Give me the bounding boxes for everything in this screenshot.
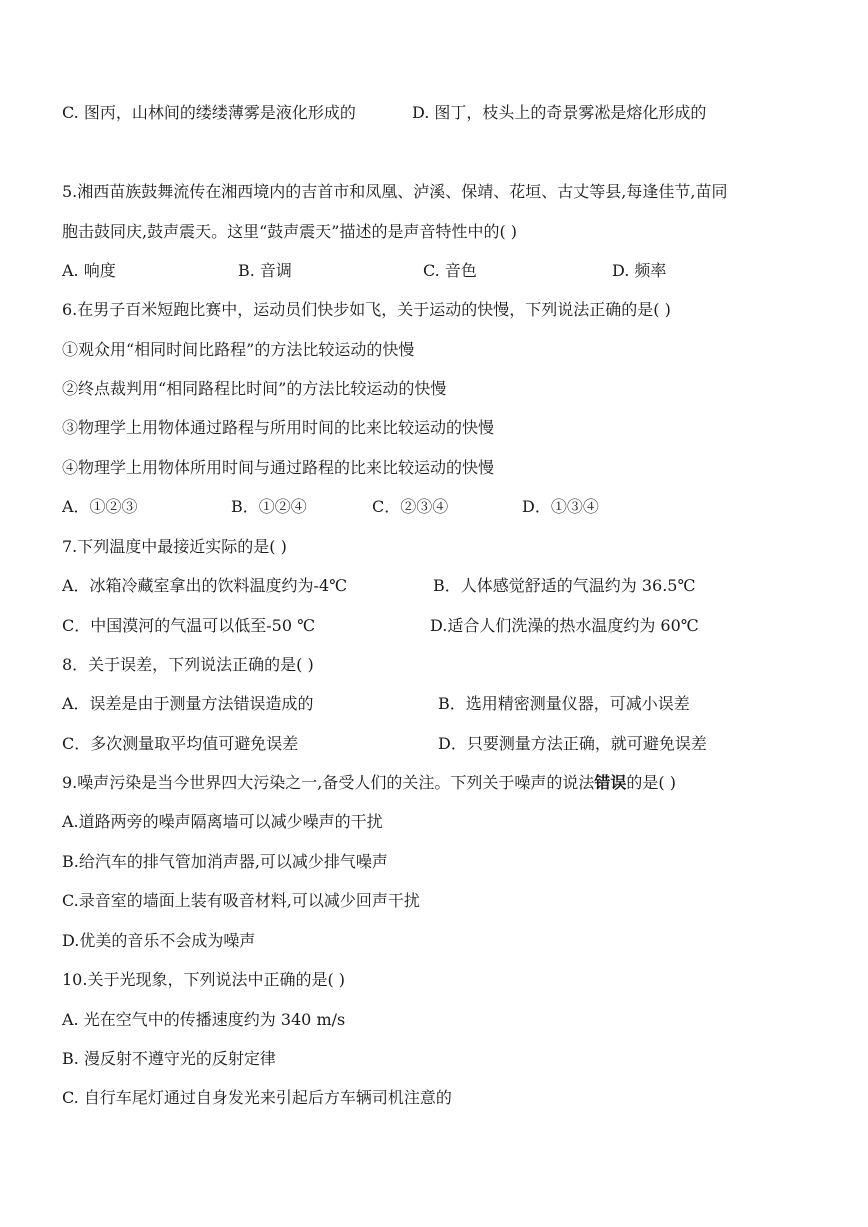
q8-option-a: A．误差是由于测量方法错误造成的 (62, 694, 314, 713)
q9-stem-after: 的是( ) (626, 773, 676, 792)
q6-statement-2: ②终点裁判用“相同路程比时间”的方法比较运动的快慢 (62, 379, 447, 398)
q5-option-c: C. 音色 (423, 261, 477, 280)
q5-option-d: D. 频率 (612, 261, 667, 280)
q5-option-a: A. 响度 (62, 261, 116, 280)
q6-statement-3: ③物理学上用物体通过路程与所用时间的比来比较运动的快慢 (62, 418, 495, 437)
q7-option-b: B．人体感觉舒适的气温约为 36.5℃ (433, 576, 696, 595)
q9-option-b: B.给汽车的排气管加消声器,可以减少排气噪声 (62, 852, 388, 871)
q9-stem (62, 773, 676, 793)
q6-statement-1: ①观众用“相同时间比路程”的方法比较运动的快慢 (62, 340, 415, 359)
q9-stem-before: 9.噪声污染是当今世界四大污染之一,备受人们的关注。下列关于噪声的说法 (62, 773, 595, 792)
q5-stem-line2: 胞击鼓同庆,鼓声震天。这里“鼓声震天”描述的是声音特性中的( ) (62, 222, 518, 241)
q5-option-b: B. 音调 (238, 261, 292, 280)
q6-stem: 6.在男子百米短跑比赛中，运动员们快步如飞，关于运动的快慢，下列说法正确的是( ) (62, 300, 671, 319)
q9-option-a: A.道路两旁的噪声隔离墙可以减少噪声的干扰 (62, 812, 383, 831)
q7-stem: 7.下列温度中最接近实际的是( ) (62, 537, 287, 556)
q6-statement-4: ④物理学上用物体所用时间与通过路程的比来比较运动的快慢 (62, 458, 495, 477)
q10-option-a: A. 光在空气中的传播速度约为 340 m/s (62, 1010, 346, 1029)
q10-option-b: B. 漫反射不遵守光的反射定律 (62, 1049, 276, 1068)
q4-option-c: C. 图丙，山林间的缕缕薄雾是液化形成的 (62, 103, 356, 122)
q6-option-c: C．②③④ (372, 497, 449, 516)
q10-option-c: C. 自行车尾灯通过自身发光来引起后方车辆司机注意的 (62, 1088, 452, 1107)
q6-option-a: A．①②③ (62, 497, 138, 516)
q8-option-b: B．选用精密测量仪器，可减小误差 (438, 694, 690, 713)
q9-stem-emphasis: 错误 (594, 773, 627, 792)
q10-stem: 10.关于光现象，下列说法中正确的是( ) (62, 970, 346, 989)
q4-option-d: D. 图丁，枝头上的奇景雾凇是熔化形成的 (412, 103, 707, 122)
q8-option-c: C．多次测量取平均值可避免误差 (62, 734, 299, 753)
q7-option-d: D.适合人们洗澡的热水温度约为 60℃ (430, 616, 699, 635)
q7-option-a: A．冰箱冷藏室拿出的饮料温度约为-4℃ (62, 576, 348, 595)
q5-stem-line1: 5.湘西苗族鼓舞流传在湘西境内的吉首市和凤凰、泸溪、保靖、花垣、古丈等县,每逢佳节,苗同 (62, 182, 728, 201)
q6-option-d: D．①③④ (522, 497, 599, 516)
q9-option-d: D.优美的音乐不会成为噪声 (62, 931, 256, 950)
q8-stem: 8．关于误差，下列说法正确的是( ) (62, 655, 314, 674)
q6-option-b: B．①②④ (231, 497, 307, 516)
q9-option-c: C.录音室的墙面上装有吸音材料,可以减少回声干扰 (62, 891, 420, 910)
q7-option-c: C．中国漠河的气温可以低至-50 ℃ (62, 616, 315, 635)
q8-option-d: D．只要测量方法正确，就可避免误差 (438, 734, 707, 753)
